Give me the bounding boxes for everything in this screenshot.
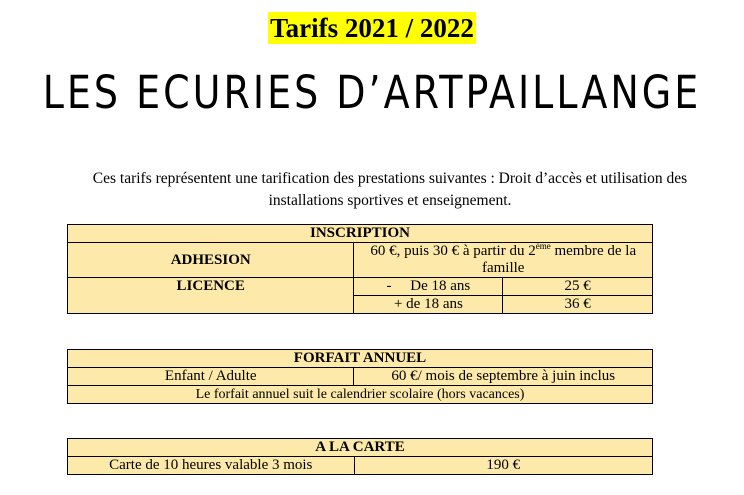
- table-row: [68, 243, 653, 278]
- forfait-row-label: Enfant / Adulte: [68, 368, 354, 386]
- carte-table: [67, 438, 653, 475]
- licence-age-under18: - De 18 ans: [354, 278, 503, 296]
- licence-age-over18: + de 18 ans: [354, 296, 503, 314]
- licence-price-over18: 36 €: [503, 296, 653, 314]
- table-row: [68, 457, 653, 475]
- forfait-heading: FORFAIT ANNUEL: [68, 350, 653, 368]
- adhesion-value-post: membre de la famille: [481, 243, 637, 276]
- brand-name: LES ECURIES D’ARTPAILLANGE: [42, 66, 702, 119]
- table-row: [68, 368, 653, 386]
- adhesion-value-sup: ème: [535, 241, 551, 251]
- licence-label: LICENCE: [68, 278, 354, 314]
- table-row: [68, 350, 653, 368]
- carte-row-label: Carte de 10 heures valable 3 mois: [68, 457, 355, 475]
- inscription-heading: INSCRIPTION: [68, 225, 653, 243]
- forfait-table: [67, 349, 653, 404]
- table-row: [68, 386, 653, 404]
- adhesion-value: [354, 243, 653, 278]
- page-title: Tarifs 2021 / 2022: [270, 13, 474, 43]
- carte-row-value: 190 €: [354, 457, 652, 475]
- adhesion-value-pre: 60 €, puis 30 € à partir du 2: [370, 243, 536, 259]
- intro-text: Ces tarifs représentent une tarification des prestations suivantes : Droit d’accès et utilisation des installations sportives et enseignement.: [92, 170, 688, 209]
- table-row: [68, 439, 653, 457]
- forfait-row-value: 60 €/ mois de septembre à juin inclus: [354, 368, 653, 386]
- table-row: [68, 225, 653, 243]
- carte-heading: A LA CARTE: [68, 439, 653, 457]
- inscription-table: [67, 224, 653, 314]
- adhesion-label: ADHESION: [68, 243, 354, 278]
- table-row: [68, 278, 653, 296]
- forfait-note: Le forfait annuel suit le calendrier scolaire (hors vacances): [68, 386, 653, 404]
- licence-price-under18: 25 €: [503, 278, 653, 296]
- title-wrap: [0, 12, 744, 44]
